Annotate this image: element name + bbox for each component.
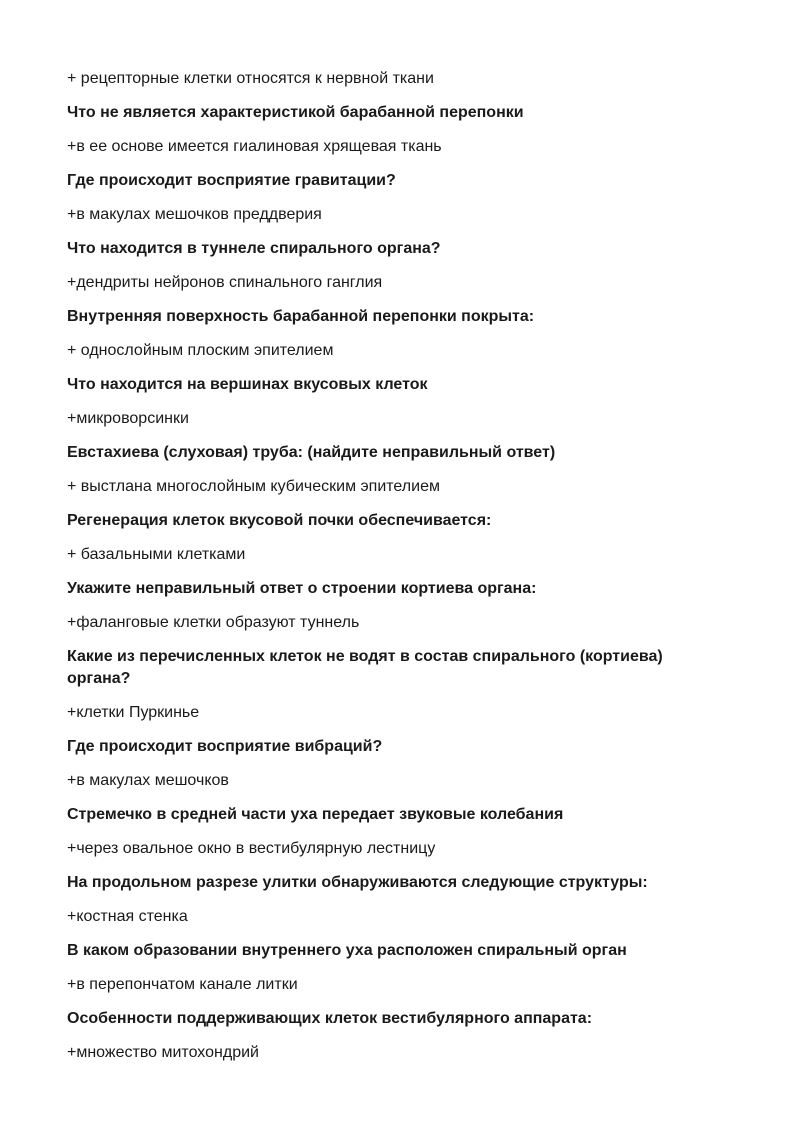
answer-text: +клетки Пуркинье (67, 704, 200, 721)
answer-text: +множество митохондрий (67, 1044, 259, 1061)
document-page (67, 68, 727, 1076)
question-text: Какие из перечисленных клеток не водят в состав спирального (кортиева) органа? (67, 648, 663, 687)
answer-text: +костная стенка (67, 908, 188, 925)
question-text: Что не является характеристикой барабанной перепонки (67, 104, 524, 121)
answer-text: +фаланговые клетки образуют туннель (67, 614, 360, 631)
answer-text: + выстлана многослойным кубическим эпителием (67, 478, 440, 495)
answer-text: + рецепторные клетки относятся к нервной ткани (67, 70, 434, 87)
question-text: Что находится на вершинах вкусовых клеток (67, 376, 428, 393)
question-text: Стремечко в средней части уха передает звуковые колебания (67, 806, 564, 823)
answer-text: +через овальное окно в вестибулярную лестницу (67, 840, 436, 857)
question-text: В каком образовании внутреннего уха расположен спиральный орган (67, 942, 627, 959)
answer-text: + однослойным плоским эпителием (67, 342, 334, 359)
answer-text: +дендриты нейронов спинального ганглия (67, 274, 383, 291)
answer-text: +микроворсинки (67, 410, 189, 427)
answer-text: +в ее основе имеется гиалиновая хрящевая ткань (67, 138, 442, 155)
question-text: Внутренняя поверхность барабанной перепонки покрыта: (67, 308, 535, 325)
question-text: На продольном разрезе улитки обнаруживаются следующие структуры: (67, 874, 648, 891)
question-text: Укажите неправильный ответ о строении кортиева органа: (67, 580, 537, 597)
question-text: Что находится в туннеле спирального органа? (67, 240, 441, 257)
answer-text: +в макулах мешочков (67, 772, 229, 789)
answer-text: +в перепончатом канале литки (67, 976, 298, 993)
answer-text: + базальными клетками (67, 546, 246, 563)
question-text: Где происходит восприятие вибраций? (67, 738, 383, 755)
answer-text: +в макулах мешочков преддверия (67, 206, 322, 223)
question-text: Где происходит восприятие гравитации? (67, 172, 396, 189)
question-text: Особенности поддерживающих клеток вестибулярного аппарата: (67, 1010, 593, 1027)
question-text: Регенерация клеток вкусовой почки обеспечивается: (67, 512, 492, 529)
question-text: Евстахиева (слуховая) труба: (найдите неправильный ответ) (67, 444, 556, 461)
